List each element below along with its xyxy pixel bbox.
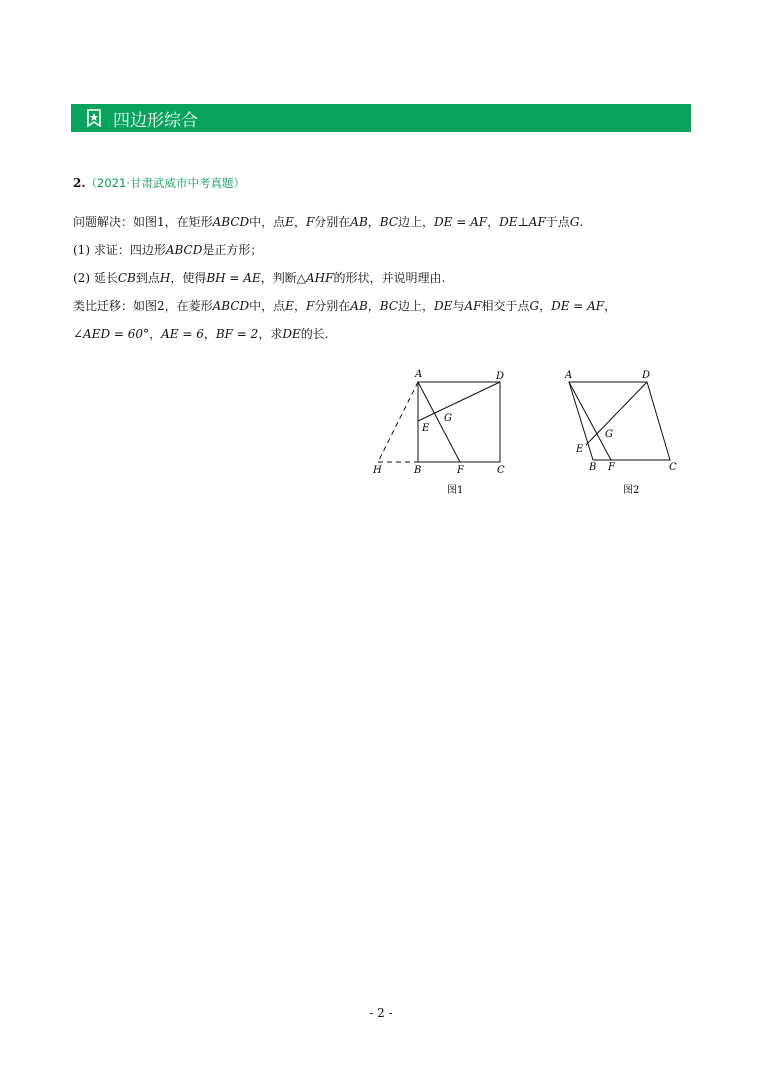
question-text: ，: [293, 299, 306, 313]
figure-1: [372, 369, 505, 496]
question-text: 与: [452, 299, 465, 313]
math-expression: BC: [379, 299, 399, 313]
segment-de: [418, 382, 500, 421]
figure-2-caption: 图2: [623, 485, 640, 496]
section-banner: [71, 104, 691, 132]
square-abcd: [418, 382, 500, 462]
math-expression: E: [285, 215, 294, 229]
label-a: A: [415, 369, 423, 380]
math-expression: DE = AF: [434, 215, 488, 229]
math-expression: ABCD: [212, 215, 250, 229]
math-expression: ∠AED = 60°: [73, 327, 150, 341]
question-text: 中，点: [249, 299, 286, 313]
question-text: 是正方形；: [202, 243, 263, 257]
question-line: [73, 325, 329, 342]
label-c: C: [669, 462, 677, 473]
rhombus-abcd: [569, 382, 670, 460]
label-e: E: [576, 444, 584, 455]
question-text: ，: [604, 299, 617, 313]
question-text: 类比迁移：如图2，在菱形: [73, 299, 213, 313]
math-expression: AB: [350, 215, 368, 229]
question-text: ，: [367, 299, 380, 313]
question-text: 分别在: [314, 299, 351, 313]
geometry-figures: [360, 365, 700, 505]
math-expression: BH = AE: [206, 271, 261, 285]
label-d: D: [496, 371, 505, 382]
label-h: H: [373, 465, 382, 476]
math-expression: E: [285, 299, 294, 313]
question-line: [73, 297, 616, 314]
math-expression: AE = 6: [161, 327, 204, 341]
label-b: B: [589, 462, 597, 473]
math-expression: AB: [350, 299, 368, 313]
math-expression: G: [569, 215, 580, 229]
math-expression: ABCD: [212, 299, 250, 313]
question-text: 边上，: [398, 299, 435, 313]
figure-2: [564, 370, 677, 496]
question-text: 于点: [545, 215, 570, 229]
question-text: 的长.: [300, 327, 329, 341]
question-text: ，: [203, 327, 216, 341]
math-expression: ABCD: [165, 243, 203, 257]
question-text: ，: [487, 215, 500, 229]
label-f: F: [457, 465, 464, 476]
label-d: D: [642, 370, 651, 381]
question-text: ，判断: [260, 271, 297, 285]
math-expression: G: [529, 299, 540, 313]
question-line: [73, 241, 262, 258]
math-expression: DE⊥AF: [499, 215, 546, 229]
math-expression: △AHF: [296, 271, 334, 285]
figures: [360, 365, 700, 509]
question-text: ，: [293, 215, 306, 229]
math-expression: F: [305, 299, 315, 313]
question-line: [73, 213, 583, 230]
question-source: （2021·甘肃武威市中考真题）: [85, 176, 245, 190]
question-text: ，使得: [170, 271, 207, 285]
section-title: 四边形综合: [113, 110, 198, 131]
math-expression: F: [305, 215, 315, 229]
label-b: B: [414, 465, 422, 476]
figure-1-caption: 图1: [447, 485, 464, 496]
question-line: [73, 269, 445, 286]
math-expression: DE: [282, 327, 301, 341]
bookmark-star-icon: [81, 104, 107, 132]
math-expression: BC: [379, 215, 399, 229]
question-text: 到点: [135, 271, 160, 285]
label-a: A: [565, 370, 573, 381]
question-text: ，: [539, 299, 552, 313]
label-e: E: [422, 423, 430, 434]
question-text: .: [579, 215, 584, 229]
label-c: C: [497, 465, 505, 476]
question-text: (2) 延长: [73, 271, 118, 285]
question-header: [73, 175, 245, 191]
question-number: 2.: [73, 176, 86, 190]
label-f: F: [608, 462, 615, 473]
math-expression: DE = AF: [551, 299, 605, 313]
question-text: ，: [149, 327, 162, 341]
math-expression: H: [159, 271, 171, 285]
math-expression: BF = 2: [215, 327, 259, 341]
question-text: ，: [367, 215, 380, 229]
question-text: 边上，: [398, 215, 435, 229]
question-text: 中，点: [249, 215, 286, 229]
segment-af: [418, 382, 460, 462]
question-text: ，求: [258, 327, 283, 341]
question-text: 问题解决：如图1，在矩形: [73, 215, 213, 229]
math-expression: CB: [117, 271, 136, 285]
question-text: 相交于点: [481, 299, 530, 313]
question-text: 分别在: [314, 215, 351, 229]
label-g: G: [605, 429, 613, 440]
segment-ah-dashed: [378, 382, 418, 462]
page-number: - 2 -: [369, 1006, 393, 1020]
question-text: 的形状，并说明理由.: [333, 271, 446, 285]
segment-de: [586, 382, 647, 445]
question-text: (1) 求证：四边形: [73, 243, 166, 257]
math-expression: DE: [434, 299, 453, 313]
math-expression: AF: [464, 299, 482, 313]
label-g: G: [444, 413, 452, 424]
